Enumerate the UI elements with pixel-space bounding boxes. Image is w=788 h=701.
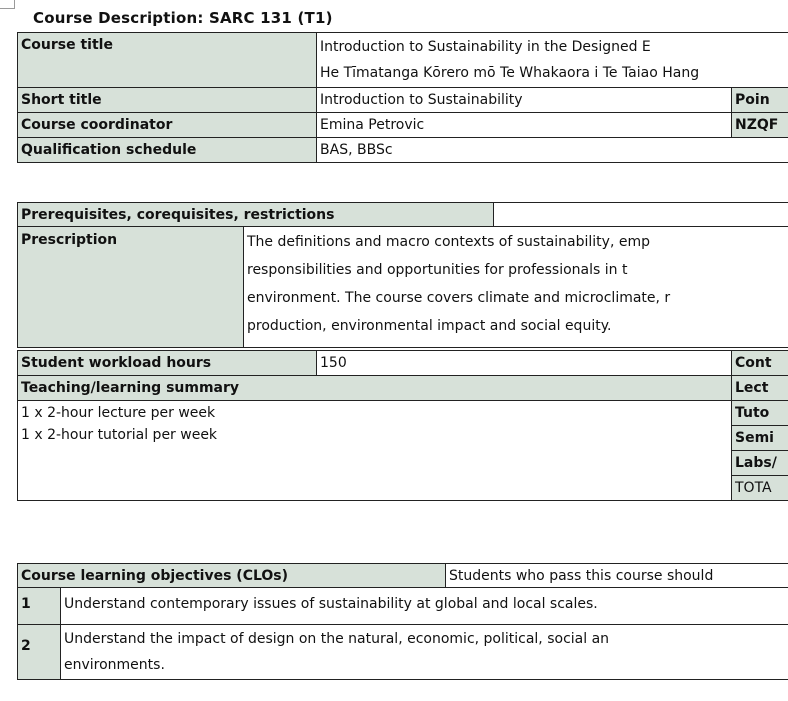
prerequisites-row	[18, 203, 788, 228]
course-title-label: Course title	[18, 33, 317, 88]
clo-text: Understand contemporary issues of sustainability at global and local scales.	[61, 588, 788, 625]
workload-label: Student workload hours	[18, 351, 317, 376]
prescription-row	[18, 227, 788, 348]
document-title: Course Description: SARC 131 (T1)	[33, 9, 333, 27]
clo-label: Course learning objectives (CLOs)	[18, 564, 446, 589]
qualification-row	[18, 138, 788, 163]
prescription-line: The definitions and macro contexts of sustainability, emp	[247, 234, 650, 250]
prescription-label: Prescription	[18, 227, 244, 348]
prerequisites-table	[17, 202, 788, 228]
clo-items-table	[17, 587, 788, 680]
coordinator-row	[18, 113, 788, 138]
clo-text-line: environments.	[64, 657, 165, 673]
teaching-line: 1 x 2-hour lecture per week	[21, 405, 216, 421]
teaching-body-row	[18, 401, 788, 426]
qualification-value: BAS, BBSc	[317, 138, 788, 163]
prerequisites-label: Prerequisites, corequisites, restrictions	[18, 203, 494, 228]
clo-text-line: Understand the impact of design on the natural, economic, political, social an	[64, 631, 610, 647]
teaching-summary	[18, 401, 732, 501]
points-label: Poin	[732, 88, 788, 113]
workload-row	[18, 351, 788, 376]
short-title-label: Short title	[18, 88, 317, 113]
short-title-value: Introduction to Sustainability	[317, 88, 732, 113]
prescription-line: production, environmental impact and social equity.	[247, 318, 612, 334]
teaching-line: 1 x 2-hour tutorial per week	[21, 427, 218, 443]
nzqf-label: NZQF	[732, 113, 788, 138]
teaching-label: Teaching/learning summary	[18, 376, 732, 401]
clo-item	[18, 625, 788, 680]
course-title-english: Introduction to Sustainability in the Designed E	[320, 39, 651, 55]
qualification-label: Qualification schedule	[18, 138, 317, 163]
clo-text	[61, 625, 788, 680]
prescription-text	[244, 227, 788, 348]
clo-number: 1	[18, 588, 61, 625]
tutorials-label: Tuto	[732, 401, 788, 426]
workload-value: 150	[317, 351, 732, 376]
labs-label: Labs/	[732, 451, 788, 476]
course-title-value	[317, 33, 788, 88]
prescription-line: responsibilities and opportunities for professionals in t	[247, 262, 628, 278]
prerequisites-value	[494, 203, 788, 228]
coordinator-value: Emina Petrovic	[317, 113, 732, 138]
teaching-header-row	[18, 376, 788, 401]
corner-mark	[0, 0, 15, 9]
prescription-table	[17, 226, 788, 348]
course-info-table	[17, 32, 788, 163]
course-title-row	[18, 33, 788, 88]
seminars-label: Semi	[732, 426, 788, 451]
total-label: TOTA	[732, 476, 788, 501]
clo-item	[18, 588, 788, 625]
lectures-label: Lect	[732, 376, 788, 401]
coordinator-label: Course coordinator	[18, 113, 317, 138]
workload-table	[17, 350, 788, 501]
contact-label: Cont	[732, 351, 788, 376]
clo-intro: Students who pass this course should	[446, 564, 788, 589]
short-title-row	[18, 88, 788, 113]
prescription-line: environment. The course covers climate and microclimate, r	[247, 290, 671, 306]
clo-header-row	[18, 564, 788, 589]
clo-number: 2	[18, 625, 61, 680]
course-title-maori: He Tīmatanga Kōrero mō Te Whakaora i Te Taiao Hang	[320, 65, 700, 81]
clo-header-table	[17, 563, 788, 589]
